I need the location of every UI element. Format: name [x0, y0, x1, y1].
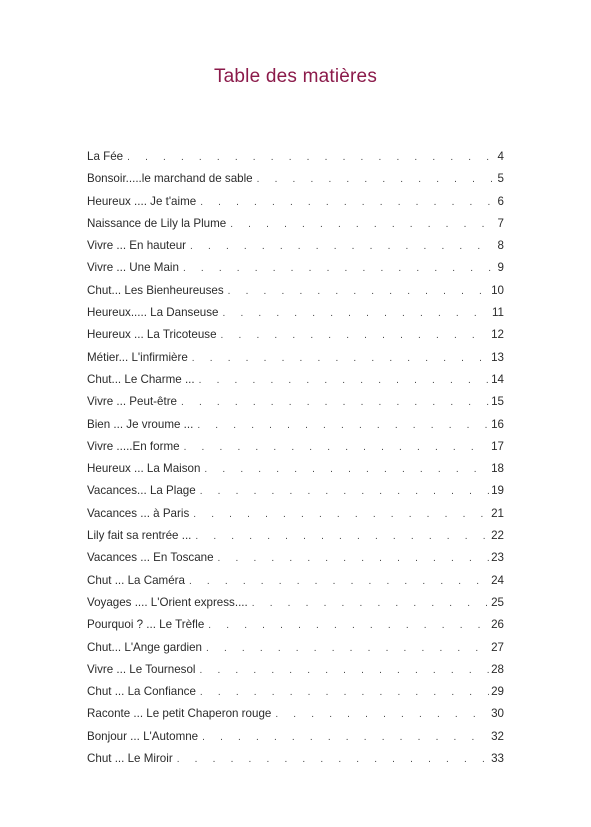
toc-entry-page-number: 26	[491, 618, 504, 632]
toc-entry[interactable]	[87, 637, 504, 659]
toc-entry[interactable]	[87, 414, 504, 436]
dot-leader	[192, 348, 489, 370]
toc-entry-page-number: 9	[497, 261, 504, 275]
toc-entry[interactable]	[87, 146, 504, 168]
toc-entry-title: Vacances ... En Toscane	[87, 551, 214, 565]
toc-entry[interactable]	[87, 525, 504, 547]
toc-entry-title: Vivre ... Le Tournesol	[87, 662, 196, 676]
toc-entry-title: Naissance de Lily la Plume	[87, 216, 227, 230]
toc-entry[interactable]	[87, 235, 504, 257]
toc-entry-title: Vivre .....En forme	[87, 439, 180, 453]
toc-entry-title: Vivre ... Une Main	[87, 261, 179, 275]
dot-leader	[181, 392, 489, 414]
toc-entry-title: Chut... Le Charme ...	[87, 372, 195, 386]
dot-leader	[200, 192, 495, 214]
toc-entry[interactable]	[87, 614, 504, 636]
toc-entry[interactable]	[87, 703, 504, 725]
table-of-contents	[87, 146, 504, 770]
toc-entry[interactable]	[87, 324, 504, 346]
toc-entry[interactable]	[87, 503, 504, 525]
toc-entry[interactable]	[87, 168, 504, 190]
toc-entry-page-number: 13	[491, 350, 504, 364]
toc-entry-title: Heureux .... Je t'aime	[87, 194, 197, 208]
dot-leader	[228, 281, 489, 303]
toc-entry-title: Vivre ... En hauteur	[87, 239, 187, 253]
dot-leader	[127, 147, 495, 169]
dot-leader	[200, 682, 489, 704]
toc-entry-title: Bien ... Je vroume ...	[87, 417, 194, 431]
dot-leader	[252, 593, 489, 615]
dot-leader	[190, 236, 496, 258]
dot-leader	[200, 481, 489, 503]
toc-entry[interactable]	[87, 748, 504, 770]
toc-entry-page-number: 27	[491, 640, 504, 654]
toc-entry-page-number: 18	[491, 462, 504, 476]
toc-entry[interactable]	[87, 570, 504, 592]
dot-leader	[221, 325, 490, 347]
dot-leader	[193, 504, 489, 526]
dot-leader	[189, 571, 489, 593]
toc-entry-page-number: 11	[491, 306, 504, 320]
page-title: Table des matières	[213, 66, 378, 87]
toc-entry-title: Heureux ... La Maison	[87, 462, 201, 476]
toc-entry[interactable]	[87, 213, 504, 235]
dot-leader	[222, 303, 489, 325]
toc-entry-page-number: 30	[491, 707, 504, 721]
dot-leader	[230, 214, 495, 236]
toc-entry-page-number: 21	[491, 506, 504, 520]
toc-entry[interactable]	[87, 257, 504, 279]
toc-entry[interactable]	[87, 369, 504, 391]
toc-entry-title: Chut... Les Bienheureuses	[87, 283, 224, 297]
dot-leader	[204, 459, 489, 481]
dot-leader	[202, 727, 489, 749]
toc-entry[interactable]	[87, 592, 504, 614]
toc-entry[interactable]	[87, 659, 504, 681]
toc-entry[interactable]	[87, 480, 504, 502]
toc-entry-title: Vivre ... Peut-être	[87, 395, 177, 409]
toc-entry-title: Chut... L'Ange gardien	[87, 640, 203, 654]
toc-entry-page-number: 25	[491, 595, 504, 609]
dot-leader	[177, 749, 489, 771]
toc-entry-title: Pourquoi ? ... Le Trèfle	[87, 618, 205, 632]
toc-entry-title: Bonjour ... L'Automne	[87, 729, 199, 743]
dot-leader	[197, 415, 489, 437]
toc-entry-title: Vacances... La Plage	[87, 484, 196, 498]
toc-entry-title: Lily fait sa rentrée ...	[87, 529, 192, 543]
toc-entry-page-number: 24	[491, 573, 504, 587]
toc-entry-title: Chut ... Le Miroir	[87, 752, 173, 766]
toc-entry-title: Heureux ... La Tricoteuse	[87, 328, 217, 342]
toc-entry-page-number: 14	[491, 372, 504, 386]
toc-entry-title: Bonsoir.....le marchand de sable	[87, 172, 253, 186]
toc-entry[interactable]	[87, 458, 504, 480]
toc-entry-title: Chut ... La Confiance	[87, 685, 196, 699]
toc-entry-page-number: 6	[497, 194, 504, 208]
dot-leader	[208, 615, 489, 637]
dot-leader	[257, 169, 496, 191]
toc-entry-page-number: 10	[491, 283, 504, 297]
toc-entry-title: La Fée	[87, 150, 124, 163]
toc-entry[interactable]	[87, 191, 504, 213]
toc-entry[interactable]	[87, 726, 504, 748]
dot-leader	[218, 548, 490, 570]
dot-leader	[206, 638, 489, 660]
toc-entry-page-number: 32	[491, 729, 504, 743]
toc-entry-page-number: 16	[491, 417, 504, 431]
toc-entry-page-number: 19	[491, 484, 504, 498]
toc-entry-page-number: 29	[491, 685, 504, 699]
toc-entry-page-number: 28	[491, 662, 504, 676]
toc-entry-page-number: 22	[491, 529, 504, 543]
toc-entry-title: Chut ... La Caméra	[87, 573, 185, 587]
toc-entry[interactable]	[87, 681, 504, 703]
toc-entry[interactable]	[87, 547, 504, 569]
toc-entry[interactable]	[87, 347, 504, 369]
toc-entry-page-number: 4	[497, 150, 504, 163]
dot-leader	[184, 437, 490, 459]
toc-entry-page-number: 5	[497, 172, 504, 186]
toc-entry-page-number: 8	[497, 239, 504, 253]
toc-entry-title: Voyages .... L'Orient express....	[87, 595, 248, 609]
toc-entry[interactable]	[87, 391, 504, 413]
toc-entry-page-number: 17	[491, 439, 504, 453]
toc-entry-title: Raconte ... Le petit Chaperon rouge	[87, 707, 272, 721]
dot-leader	[183, 258, 496, 280]
toc-entry-page-number: 7	[497, 216, 504, 230]
toc-entry[interactable]	[87, 280, 504, 302]
toc-entry-title: Vacances ... à Paris	[87, 506, 190, 520]
dot-leader	[199, 370, 489, 392]
toc-entry-page-number: 33	[491, 752, 504, 766]
dot-leader	[200, 660, 490, 682]
toc-entry[interactable]	[87, 436, 504, 458]
toc-entry[interactable]	[87, 302, 504, 324]
toc-entry-page-number: 15	[491, 395, 504, 409]
toc-entry-title: Heureux..... La Danseuse	[87, 306, 219, 320]
toc-entry-page-number: 12	[491, 328, 504, 342]
dot-leader	[195, 526, 489, 548]
toc-entry-page-number: 23	[491, 551, 504, 565]
dot-leader	[275, 704, 489, 726]
toc-entry-title: Métier... L'infirmière	[87, 350, 188, 364]
